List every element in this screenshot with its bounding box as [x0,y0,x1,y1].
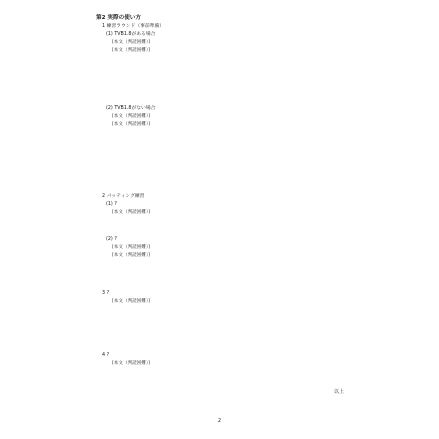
section-1-case-a-paragraph-2: [本文（判読困難）] [112,48,151,53]
section-2 [96,193,358,217]
section-1-title: 1 練習ラウンド（事前準備） [102,24,165,29]
section-2-title: 2 パッティング練習 [102,194,145,199]
section-3 [96,290,358,306]
section-1 [96,23,358,55]
section-1-case-b [96,105,358,129]
section-2-sub-a-paragraph-1: [本文（判読困難）] [112,210,151,215]
section-4-title: 4 ? [102,353,110,358]
section-1-case-b-title: (2) TVB1.8がない場合 [106,106,156,111]
section-header-block [96,14,358,23]
closing-mark: 以上 [334,389,345,395]
section-1-case-a-paragraph-1: [本文（判読困難）] [112,40,151,45]
section-4-paragraph-1: [本文（判読困難）] [112,361,151,366]
section-3-title: 3 ? [102,291,110,296]
section-1-case-a-title: (1) TVB1.8がある場合 [106,32,156,37]
page-number: 2 [217,418,222,424]
section-1-case-b-paragraph-1: [本文（判読困難）] [112,114,151,119]
section-4 [96,352,358,368]
section-2-sub-b-paragraph-2: [本文（判読困難）] [112,253,151,258]
section-2-sub-a-title: (1) ? [106,202,117,207]
section-1-case-b-paragraph-2: [本文（判読困難）] [112,122,151,127]
section-2-sub-b-paragraph-1: [本文（判読困難）] [112,245,151,250]
section-2-sub-b [96,236,358,260]
section-title: 第2 実際の使い方 [96,15,141,21]
section-3-paragraph-1: [本文（判読困難）] [112,299,151,304]
section-2-sub-b-title: (2) ? [106,237,117,242]
